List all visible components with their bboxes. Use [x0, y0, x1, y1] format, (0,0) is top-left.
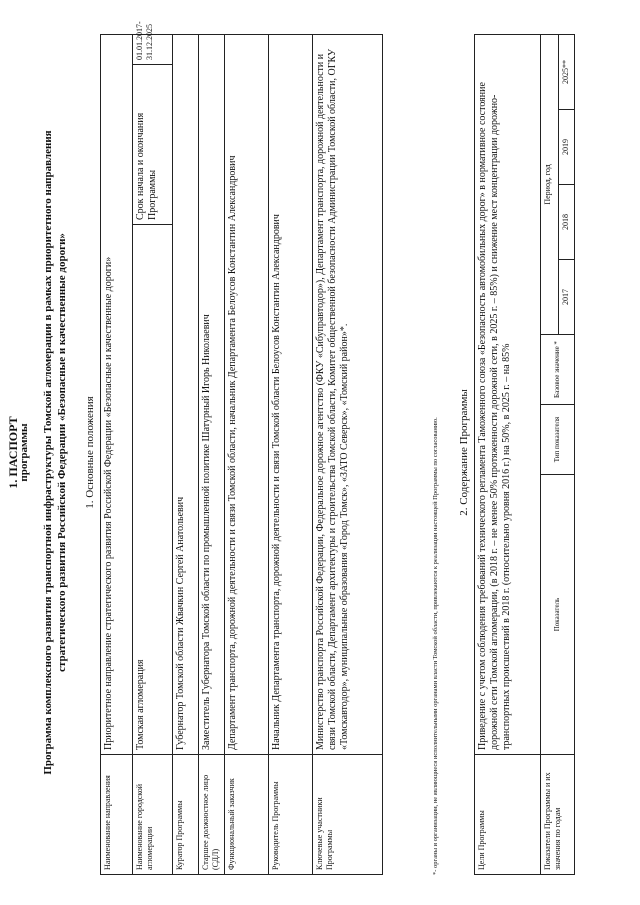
table-row — [313, 34, 383, 874]
row-label: Старшее должностное лицо (СДЛ) — [199, 755, 225, 875]
row-value: Департамент транспорта, дорожной деятельности и связи Томской области, начальник Департамента Белоусов Константин Александрович — [225, 34, 269, 754]
year-cell: 2019 — [559, 110, 575, 185]
table-row — [475, 34, 541, 874]
section1-title: 1. Основные положения — [84, 396, 96, 509]
row-value: Начальник Департамента транспорта, дорожной деятельности и связи Томской области Белоусов Константин Александрович — [269, 34, 313, 754]
table-row — [173, 34, 199, 874]
col-period: Период, год — [541, 34, 559, 334]
row-value: Приоритетное направление стратегического развития Российской Федерации «Безопасные и качественные дороги» — [101, 34, 133, 754]
col-indicator: Показатель — [541, 475, 575, 755]
table-row — [225, 34, 269, 874]
row-label: Куратор Программы — [173, 755, 199, 875]
section2-title: 2. Содержание Программы — [458, 389, 470, 516]
year-cell: 2018 — [559, 185, 575, 260]
program-content-table — [474, 34, 575, 875]
table-row — [199, 34, 225, 874]
term-label: Срок начала и окончания Программы — [133, 65, 173, 225]
row-value: Губернатор Томской области Жвачкин Сергей Анатольевич — [173, 34, 199, 754]
row-label: Наименование городской агломерации — [133, 755, 173, 875]
indicators-label: Показатели Программы и их значения по годам — [541, 755, 575, 875]
goals-text: Приведение с учетом соблюдения требований технического регламента Таможенного союза «Безопасность автомобильных дорог» в нормативное состояние дорожной сети Томской агломерации, (в 2018 г. – не менее 50% протяженности дорожной сети, в 2025 г. – 85%) и снижение мест концентрации дорожно-транспортных происшествий в 2018 г. (относительно уровня 2016 г.) на 50%, в 2025 г. – на 85% — [475, 34, 541, 754]
table-row — [133, 34, 173, 874]
term-value: 01.01.2017-31.12.2025 — [133, 34, 173, 64]
table-row — [101, 34, 133, 874]
row-value: Заместитель Губернатора Томской области по промышленной политике Шатурный Игорь Николаевич — [199, 34, 225, 754]
row-value: Томская агломерация — [133, 225, 173, 755]
passport-subtitle: программы — [18, 423, 30, 482]
year-cell: 2025** — [559, 34, 575, 109]
footnote: *- органы и организации, не являющиеся исполнительными органами власти Томской области, привлекаются к реализации настоящей Программы по согласованию. — [432, 417, 439, 875]
table-row — [269, 34, 313, 874]
goals-label: Цели Программы — [475, 755, 541, 875]
col-base: Базовое значение * — [541, 335, 575, 405]
row-label: Наименование направления — [101, 755, 133, 875]
table-row — [541, 34, 559, 874]
row-value: Министерство транспорта Российской Федерации, Федеральное дорожное агентство (ФКУ «Сибуправтодор»), Департамент транспорта, дорожной деятельности и связи Томской области, Департамент архитектуры и строительства Томской области, Комитет общественной безопасности Администрации Томской области, ОГКУ «Томскавтодор», муниципальные образования «Город Томск», «ЗАТО Северск», «Томский район»*. — [313, 34, 383, 754]
passport-title: 1. ПАСПОРТ — [6, 416, 20, 489]
program-name: Программа комплексного развития транспортной инфраструктуры Томской агломерации в рамках приоритетного направления стратегического развития Российской Федерации «Безопасные и качественные дороги» — [42, 130, 68, 775]
col-type: Тип показателя — [541, 405, 575, 475]
row-label: Ключевые участники Программы — [313, 755, 383, 875]
row-label: Руководитель Программы — [269, 755, 313, 875]
row-label: Функциональный заказчик — [225, 755, 269, 875]
year-cell: 2017 — [559, 260, 575, 335]
main-provisions-table — [100, 21, 383, 875]
